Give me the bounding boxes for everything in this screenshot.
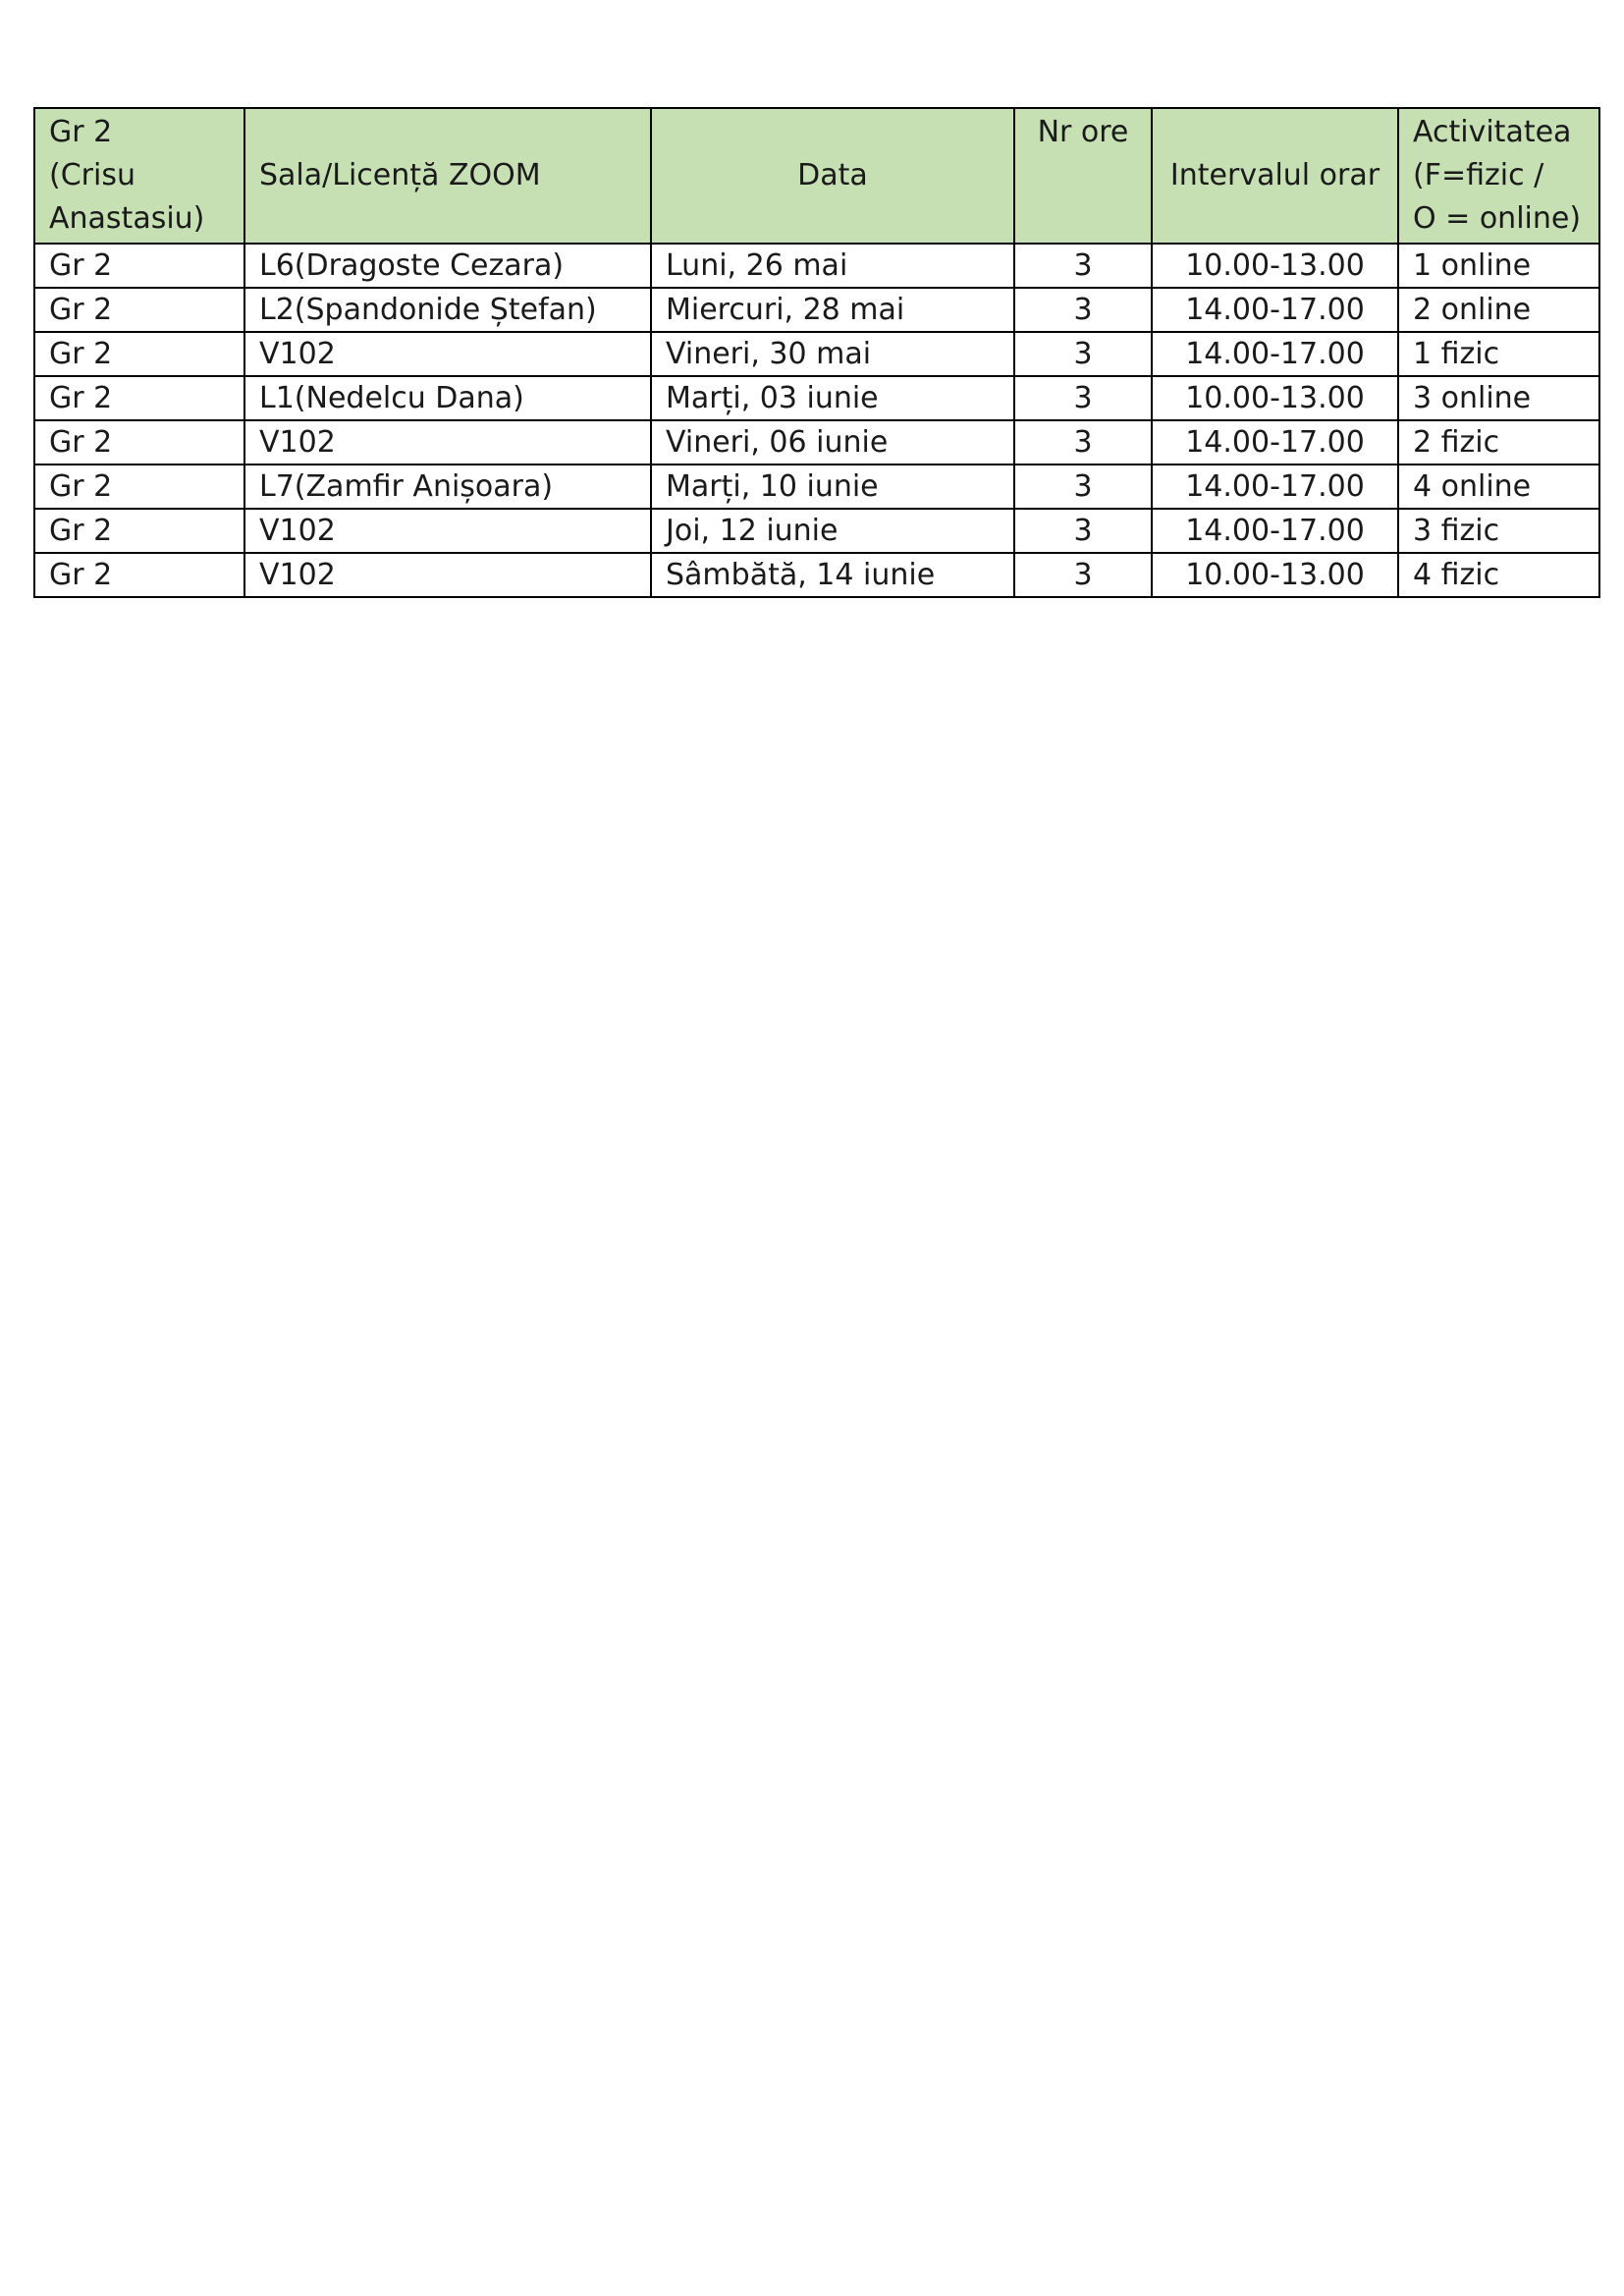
cell-group: Gr 2 [34,420,244,465]
table-row [34,553,1599,597]
cell-activity: 1 online [1398,244,1599,288]
cell-group: Gr 2 [34,553,244,597]
cell-group: Gr 2 [34,465,244,509]
cell-interval: 14.00-17.00 [1152,509,1398,553]
cell-activity: 1 fizic [1398,332,1599,376]
cell-room: V102 [244,509,651,553]
cell-interval: 14.00-17.00 [1152,332,1398,376]
cell-group: Gr 2 [34,332,244,376]
cell-room: V102 [244,553,651,597]
header-row [34,108,1599,244]
cell-activity: 4 online [1398,465,1599,509]
cell-hours: 3 [1014,288,1152,332]
cell-interval: 10.00-13.00 [1152,244,1398,288]
cell-activity: 3 online [1398,376,1599,420]
cell-room: L1(Nedelcu Dana) [244,376,651,420]
cell-hours: 3 [1014,509,1152,553]
table-row [34,509,1599,553]
header-room: Sala/Licență ZOOM [244,108,651,244]
cell-date: Joi, 12 iunie [651,509,1014,553]
cell-activity: 3 fizic [1398,509,1599,553]
table-row [34,465,1599,509]
table-body [34,244,1599,597]
table-row [34,420,1599,465]
header-activity-line: Activitatea [1413,115,1572,149]
cell-interval: 14.00-17.00 [1152,465,1398,509]
header-activity [1398,108,1599,244]
cell-hours: 3 [1014,465,1152,509]
cell-interval: 10.00-13.00 [1152,376,1398,420]
header-activity-line: (F=fizic / [1413,158,1544,192]
cell-group: Gr 2 [34,288,244,332]
table-header [34,108,1599,244]
table-row [34,244,1599,288]
cell-hours: 3 [1014,376,1152,420]
cell-date: Vineri, 30 mai [651,332,1014,376]
header-date: Data [651,108,1014,244]
cell-date: Sâmbătă, 14 iunie [651,553,1014,597]
cell-activity: 2 online [1398,288,1599,332]
cell-room: V102 [244,420,651,465]
cell-interval: 14.00-17.00 [1152,288,1398,332]
cell-hours: 3 [1014,553,1152,597]
header-activity-line: O = online) [1413,201,1582,236]
cell-activity: 4 fizic [1398,553,1599,597]
cell-room: L7(Zamfir Anișoara) [244,465,651,509]
cell-date: Marți, 10 iunie [651,465,1014,509]
cell-group: Gr 2 [34,244,244,288]
table-row [34,332,1599,376]
header-group-line: (Crisu [49,158,135,192]
cell-hours: 3 [1014,244,1152,288]
schedule-table [33,107,1600,598]
cell-group: Gr 2 [34,376,244,420]
cell-date: Marți, 03 iunie [651,376,1014,420]
header-group-line: Gr 2 [49,115,113,149]
cell-date: Luni, 26 mai [651,244,1014,288]
cell-activity: 2 fizic [1398,420,1599,465]
cell-interval: 14.00-17.00 [1152,420,1398,465]
table-row [34,288,1599,332]
table-row [34,376,1599,420]
cell-room: V102 [244,332,651,376]
cell-room: L2(Spandonide Ștefan) [244,288,651,332]
cell-group: Gr 2 [34,509,244,553]
header-hours: Nr ore [1014,108,1152,244]
cell-date: Miercuri, 28 mai [651,288,1014,332]
header-group [34,108,244,244]
cell-hours: 3 [1014,332,1152,376]
header-interval: Intervalul orar [1152,108,1398,244]
header-group-line: Anastasiu) [49,201,205,236]
cell-room: L6(Dragoste Cezara) [244,244,651,288]
cell-interval: 10.00-13.00 [1152,553,1398,597]
cell-date: Vineri, 06 iunie [651,420,1014,465]
cell-hours: 3 [1014,420,1152,465]
